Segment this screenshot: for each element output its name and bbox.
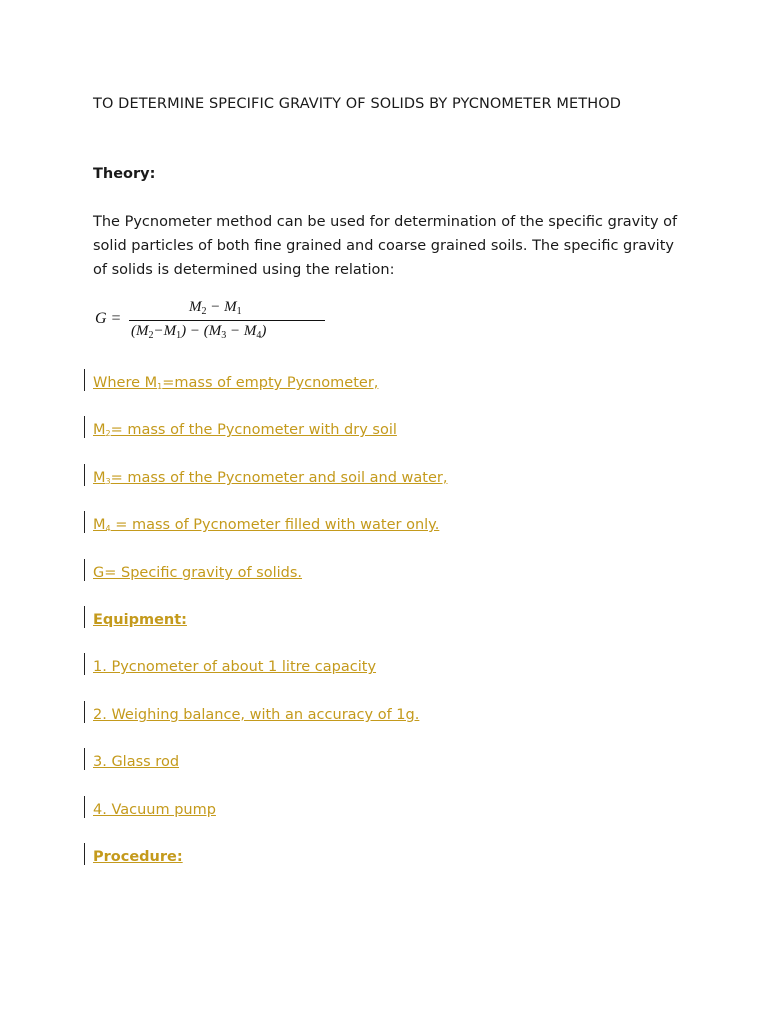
- text-cursor-marker: [84, 559, 85, 581]
- equipment-item-link[interactable]: 3. Glass rod: [93, 754, 180, 770]
- equipment-item-link[interactable]: 2. Weighing balance, with an accuracy of 1g.: [93, 707, 420, 723]
- text-cursor-marker: [84, 843, 85, 865]
- definition-m3-link[interactable]: $M_3=$ mass of the Pycnometer and soil and water,: [93, 470, 448, 486]
- text-cursor-marker: [84, 796, 85, 818]
- formula-denominator: $(M_2-M_1) - (M_3 - M_4)$: [131, 323, 267, 341]
- text-cursor-marker: [84, 701, 85, 723]
- definition-m4-link[interactable]: $M_4$ = mass of Pycnometer filled with water only.: [93, 517, 440, 533]
- equipment-item-link[interactable]: 4. Vacuum pump: [93, 802, 216, 818]
- document-title: TO DETERMINE SPECIFIC GRAVITY OF SOLIDS BY PYCNOMETER METHOD: [93, 96, 621, 112]
- text-cursor-marker: [84, 748, 85, 770]
- text-cursor-marker: [84, 653, 85, 675]
- definition-g-link[interactable]: G= Specific gravity of solids.: [93, 565, 303, 581]
- equipment-item-link[interactable]: 1. Pycnometer of about 1 litre capacity: [93, 659, 377, 675]
- procedure-heading-link[interactable]: Procedure:: [93, 849, 183, 865]
- theory-heading: Theory:: [93, 166, 156, 182]
- equipment-heading-link[interactable]: Equipment:: [93, 612, 187, 628]
- text-cursor-marker: [84, 464, 85, 486]
- text-cursor-marker: [84, 606, 85, 628]
- definition-m1-link[interactable]: Where $M_1=mass$ of empty Pycnometer,: [93, 375, 379, 391]
- specific-gravity-formula: [93, 296, 333, 348]
- definition-m2-link[interactable]: $M_2=$ mass of the Pycnometer with dry soil: [93, 422, 397, 438]
- formula-numerator: $M_2 - M_1$: [189, 299, 242, 317]
- fraction-bar: [129, 320, 325, 321]
- theory-paragraph: The Pycnometer method can be used for determination of the specific gravity of solid particles of both fine grained and coarse grained soils. The specific gravity of solids is determined using the relation:: [93, 214, 678, 278]
- text-cursor-marker: [84, 416, 85, 438]
- text-cursor-marker: [84, 369, 85, 391]
- formula-lhs: G =: [95, 310, 122, 327]
- text-cursor-marker: [84, 511, 85, 533]
